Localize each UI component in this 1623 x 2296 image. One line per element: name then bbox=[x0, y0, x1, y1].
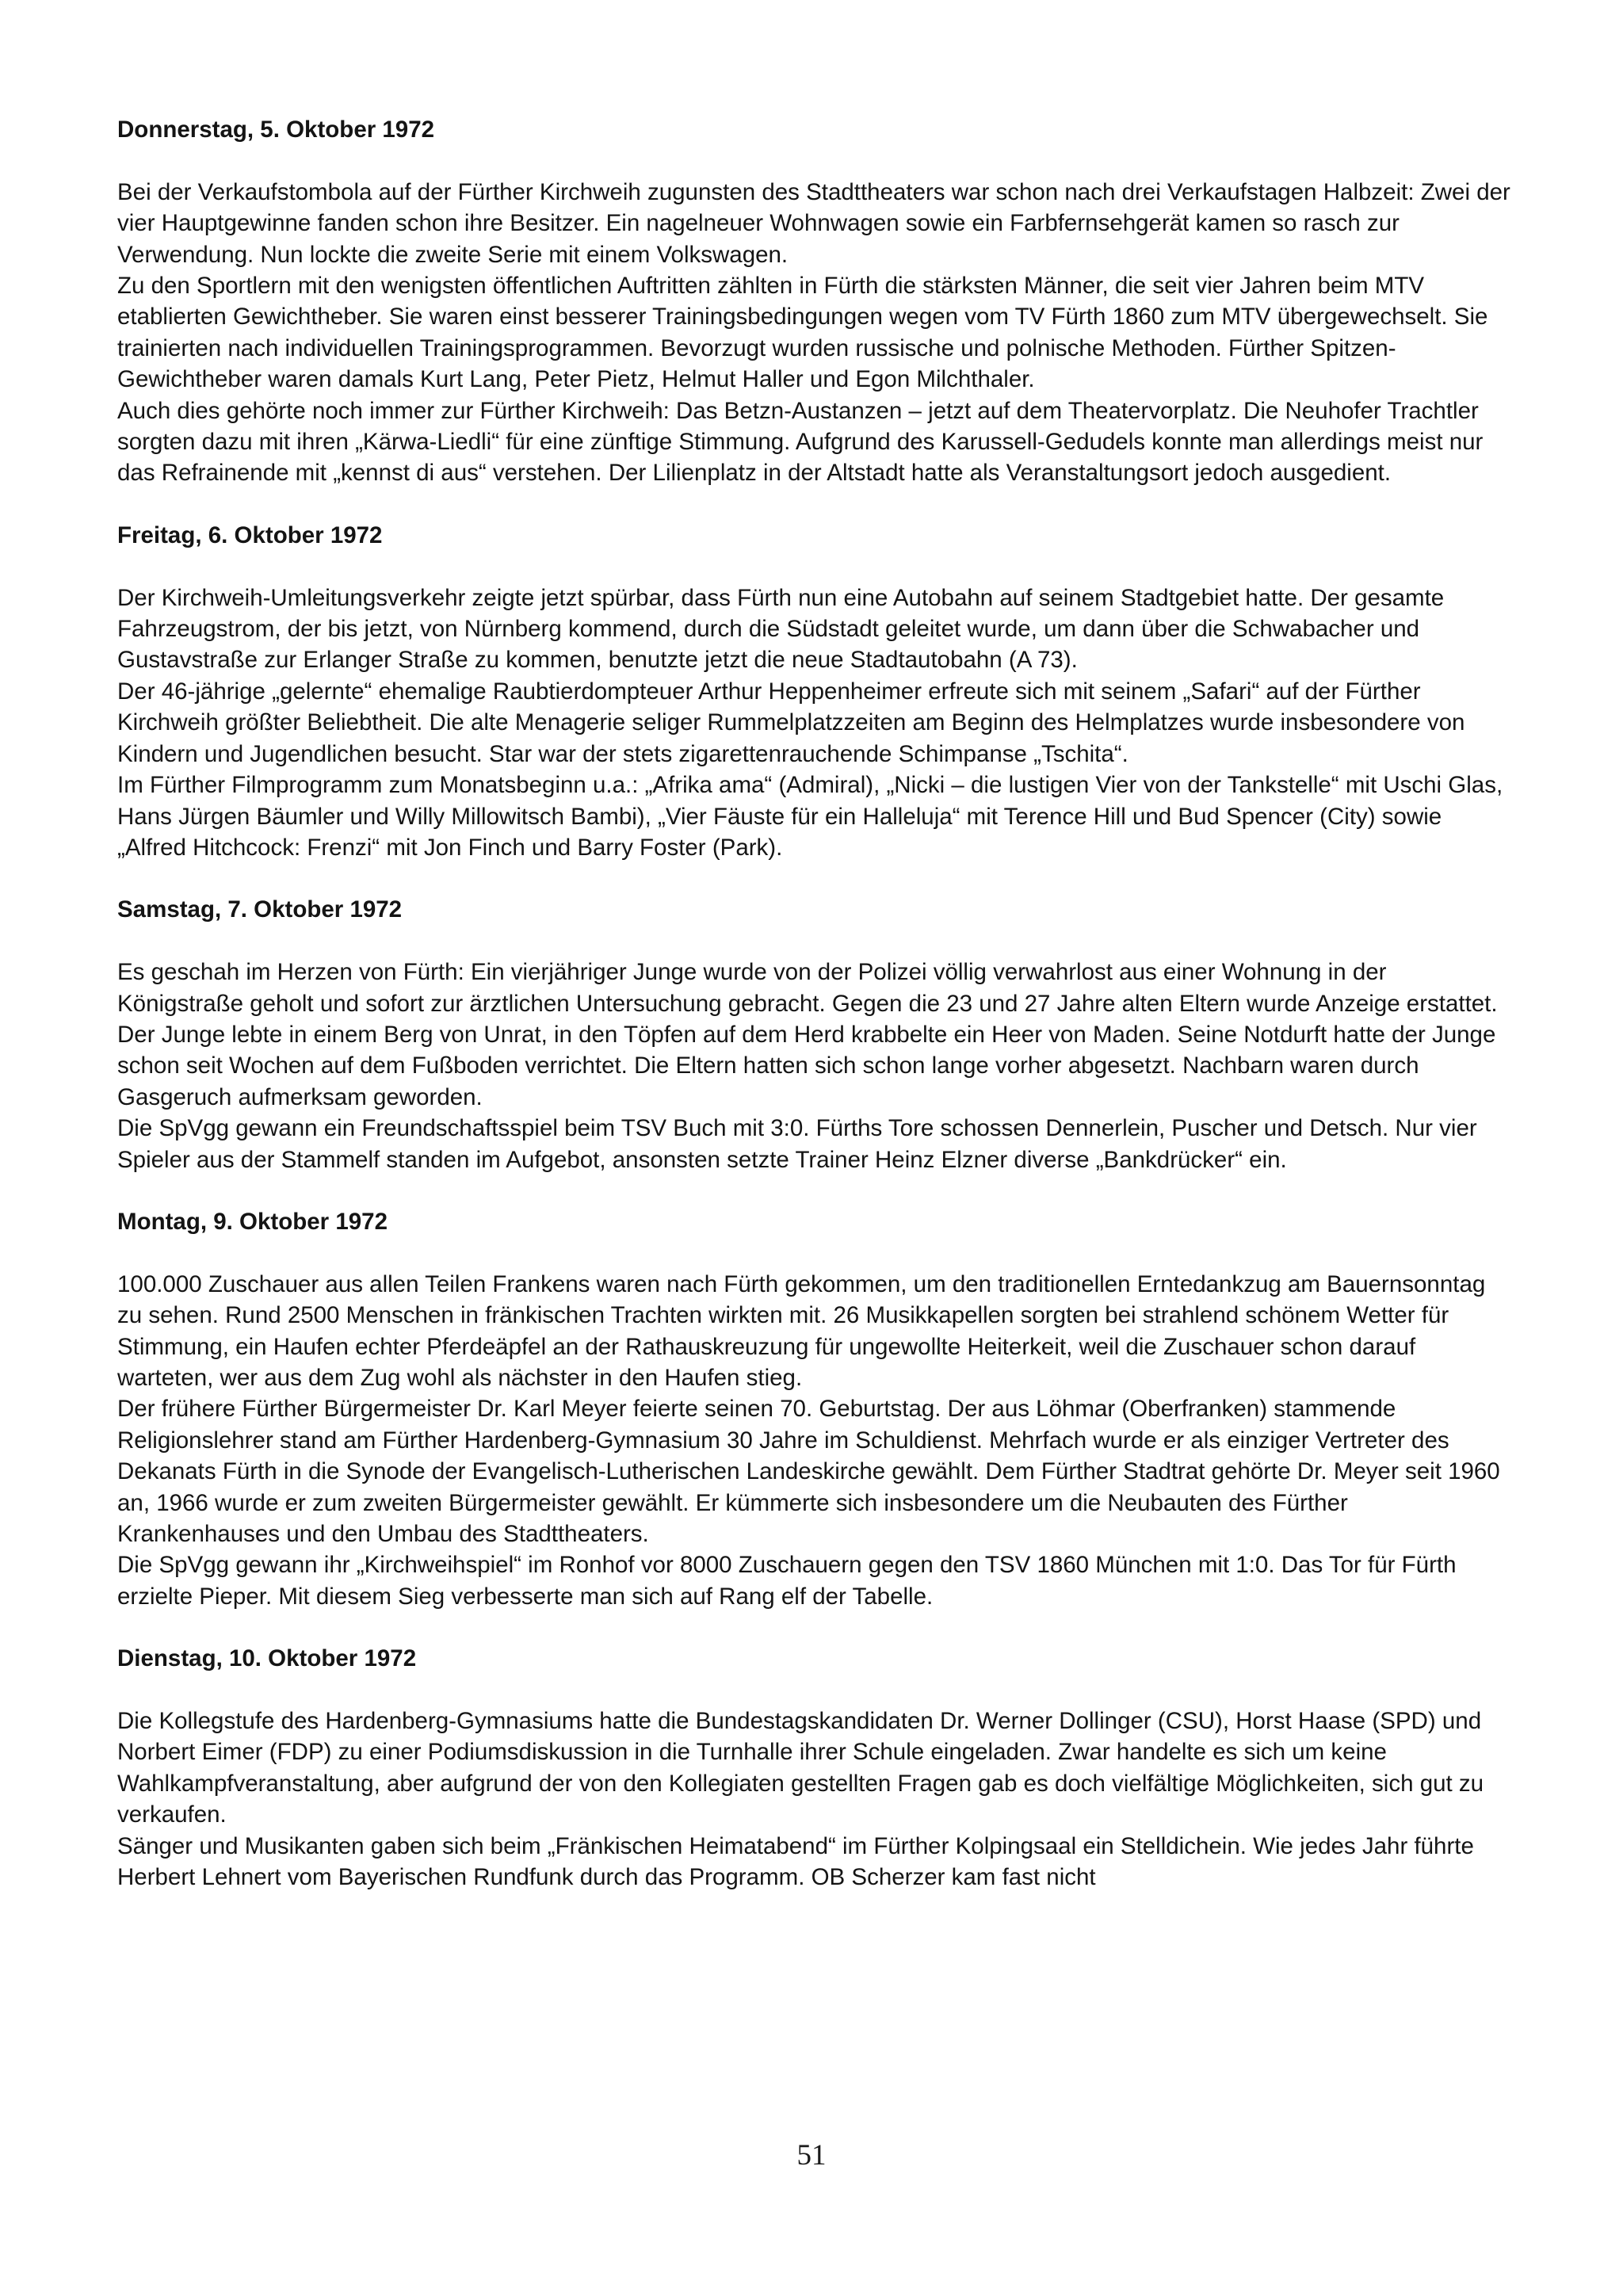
document-body bbox=[117, 114, 1512, 1924]
entry-date-heading: Donnerstag, 5. Oktober 1972 bbox=[117, 117, 435, 143]
paragraph: Die Kollegstufe des Hardenberg-Gymnasiums hatte die Bundestagskandidaten Dr. Werner Dollinger (CSU), Horst Haase (SPD) und Norbert Eimer (FDP) zu einer Podiumsdiskussion in die Turnhalle ihrer Schule eingeladen. Zwar handelte es sich um keine Wahlkampfveranstaltung, aber aufgrund der von den Kollegiaten gestellten Fragen gab es doch vielfältige Möglichkeiten, sich gut zu verkaufen. bbox=[117, 1708, 1484, 1828]
paragraph: Der Kirchweih-Umleitungsverkehr zeigte jetzt spürbar, dass Fürth nun eine Autobahn auf seinem Stadtgebiet hatte. Der gesamte Fahrzeugstrom, der bis jetzt, von Nürnberg kommend, durch die Südstadt geleitet wurde, um dann über die Schwabacher und Gustavstraße zur Erlanger Straße zu kommen, benutzte jetzt die neue Stadtautobahn (A 73). bbox=[117, 584, 1445, 674]
paragraph: Im Fürther Filmprogramm zum Monatsbeginn u.a.: „Afrika ama“ (Admiral), „Nicki – die lustigen Vier von der Tankstelle“ mit Uschi Glas, Hans Jürgen Bäumler und Willy Millowitsch Bambi), „Vier Fäuste für ein Halleluja“ mit Terence Hill und Bud Spencer (City) sowie „Alfred Hitchcock: Frenzi“ mit Jon Finch und Barry Foster (Park). bbox=[117, 772, 1503, 861]
paragraph: Zu den Sportlern mit den wenigsten öffentlichen Auftritten zählten in Fürth die stärksten Männer, die seit vier Jahren beim MTV etablierten Gewichtheber. Sie waren einst besserer Trainingsbedingungen wegen vom TV Fürth 1860 zum MTV übergewechselt. Sie trainierten nach individuellen Trainingsprogrammen. Bevorzugt wurden russische und polnische Methoden. Fürther Spitzen-Gewichtheber waren damals Kurt Lang, Peter Pietz, Helmut Haller und Egon Milchthaler. bbox=[117, 273, 1488, 393]
page-number: 51 bbox=[796, 2139, 827, 2172]
paragraph: Der frühere Fürther Bürgermeister Dr. Karl Meyer feierte seinen 70. Geburtstag. Der aus Löhmar (Oberfranken) stammende Religionslehrer stand am Fürther Hardenberg-Gymnasium 30 Jahre im Schuldienst. Mehrfach wurde er als einziger Vertreter des Dekanats Fürth in die Synode der Evangelisch-Lutherischen Landeskirche gewählt. Dem Fürther Stadtrat gehörte Dr. Meyer seit 1960 an, 1966 wurde er zum zweiten Bürgermeister gewählt. Er kümmerte sich insbesondere um die Neubauten des Fürther Krankenhauses und den Umbau des Stadttheaters. bbox=[117, 1396, 1500, 1547]
paragraph: Die SpVgg gewann ein Freundschaftsspiel beim TSV Buch mit 3:0. Fürths Tore schossen Dennerlein, Puscher und Detsch. Nur vier Spieler aus der Stammelf standen im Aufgebot, ansonsten setzte Trainer Heinz Elzner diverse „Bankdrücker“ ein. bbox=[117, 1115, 1477, 1173]
entry-date-heading: Samstag, 7. Oktober 1972 bbox=[117, 896, 403, 923]
paragraph: Es geschah im Herzen von Fürth: Ein vierjähriger Junge wurde von der Polizei völlig verwahrlost aus einer Wohnung in der Königstraße geholt und sofort zur ärztlichen Untersuchung gebracht. Gegen die 23 und 27 Jahre alten Eltern wurde Anzeige erstattet. Der Junge lebte in einem Berg von Unrat, in den Töpfen auf dem Herd krabbelte ein Heer von Maden. Seine Notdurft hatte der Junge schon seit Wochen auf dem Fußboden verrichtet. Die Eltern hatten sich schon lange vorher abgesetzt. Nachbarn waren durch Gasgeruch aufmerksam geworden. bbox=[117, 959, 1498, 1110]
entry-date-heading: Freitag, 6. Oktober 1972 bbox=[117, 521, 383, 548]
paragraph: Die SpVgg gewann ihr „Kirchweihspiel“ im Ronhof vor 8000 Zuschauern gegen den TSV 1860 München mit 1:0. Das Tor für Fürth erzielte Pieper. Mit diesem Sieg verbesserte man sich auf Rang elf der Tabelle. bbox=[117, 1552, 1457, 1610]
entry-dienstag-10-oktober bbox=[117, 1643, 1512, 1893]
entry-montag-9-oktober bbox=[117, 1206, 1512, 1612]
entry-donnerstag-5-oktober bbox=[117, 114, 1512, 489]
paragraph: Bei der Verkaufstombola auf der Fürther Kirchweih zugunsten des Stadttheaters war schon nach drei Verkaufstagen Halbzeit: Zwei der vier Hauptgewinne fanden schon ihre Besitzer. Ein nagelneuer Wohnwagen sowie ein Farbfernsehgerät kamen so rasch zur Verwendung. Nun lockte die zweite Serie mit einem Volkswagen. bbox=[117, 178, 1510, 268]
entry-samstag-7-oktober bbox=[117, 894, 1512, 1175]
paragraph: Der 46-jährige „gelernte“ ehemalige Raubtierdompteuer Arthur Heppenheimer erfreute sich mit seinem „Safari“ auf der Fürther Kirchweih größter Beliebtheit. Die alte Menagerie seliger Rummelplatzzeiten am Beginn des Helmplatzes wurde insbesondere von Kindern und Jugendlichen besucht. Star war der stets zigarettenrauchende Schimpanse „Tschita“. bbox=[117, 678, 1465, 767]
entry-date-heading: Montag, 9. Oktober 1972 bbox=[117, 1208, 388, 1235]
paragraph: Sänger und Musikanten gaben sich beim „Fränkischen Heimatabend“ im Fürther Kolpingsaal ein Stelldichein. Wie jedes Jahr führte Herbert Lehnert vom Bayerischen Rundfunk durch das Programm. OB Scherzer kam fast nicht bbox=[117, 1832, 1474, 1891]
entry-date-heading: Dienstag, 10. Oktober 1972 bbox=[117, 1645, 417, 1672]
paragraph: Auch dies gehörte noch immer zur Fürther Kirchweih: Das Betzn-Austanzen – jetzt auf dem Theatervorplatz. Die Neuhofer Trachtler sorgten dazu mit ihren „Kärwa-Liedli“ für eine zünftige Stimmung. Aufgrund des Karussell-Gedudels konnte man allerdings meist nur das Refrainende mit „kennst di aus“ verstehen. Der Lilienplatz in der Altstadt hatte als Veranstaltungsort jedoch ausgedient. bbox=[117, 397, 1484, 487]
entry-freitag-6-oktober bbox=[117, 520, 1512, 863]
paragraph: 100.000 Zuschauer aus allen Teilen Frankens waren nach Fürth gekommen, um den traditionellen Erntedankzug am Bauernsonntag zu sehen. Rund 2500 Menschen in fränkischen Trachten wirkten mit. 26 Musikkapellen sorgten bei strahlend schönem Wetter für Stimmung, ein Haufen echter Pferdeäpfel an der Rathauskreuzung für ungewollte Heiterkeit, weil die Zuschauer schon darauf warteten, wer aus dem Zug wohl als nächster in den Haufen stieg. bbox=[117, 1270, 1486, 1391]
